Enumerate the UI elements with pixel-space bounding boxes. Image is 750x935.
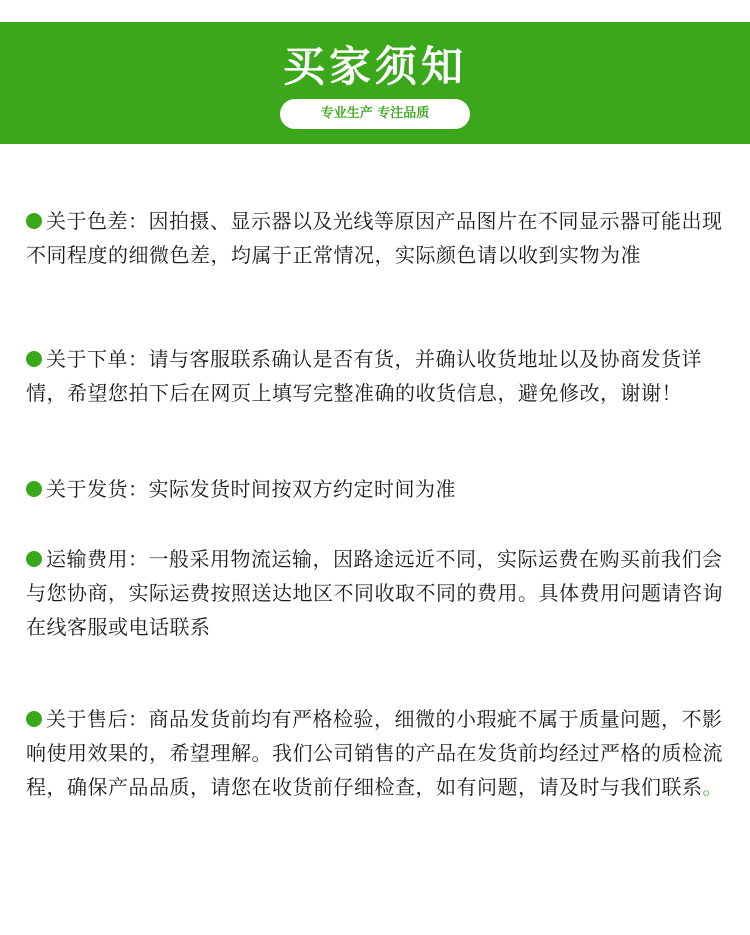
notice-label: 关于色差： [46,209,149,233]
notice-after-sales [26,702,726,804]
notice-shipping [26,472,726,506]
slogan-badge: 专业生产 专注品质 [280,99,470,129]
notice-label: 关于发货： [46,477,149,501]
notice-text: 商品发货前均有严格检验，细微的小瑕疵不属于质量问题，不影响使用效果的，希望理解。我们公司销售的产品在发货前均经过严格的质检流程，确保产品品质，请您在收货前仔细检查，如有问题，请及时与我们联系 [26,707,723,799]
notice-color-difference [26,204,726,272]
notice-text: 实际发货时间按双方约定时间为准 [148,477,456,501]
notice-ordering [26,342,726,410]
green-dot-icon [26,551,42,567]
notice-text: 因拍摄、显示器以及光线等原因产品图片在不同显示器可能出现不同程度的细微色差，均属于正常情况，实际颜色请以收到实物为准 [26,209,723,267]
green-dot-icon [26,351,42,367]
notice-label: 关于售后： [46,707,149,731]
notice-text: 一般采用物流运输，因路途远近不同，实际运费在购买前我们会与您协商，实际运费按照送达地区不同收取不同的费用。具体费用问题请咨询在线客服或电话联系 [26,547,723,639]
page-title: 买家须知 [282,42,467,91]
notice-text: 请与客服联系确认是否有货，并确认收货地址以及协商发货详情，希望您拍下后在网页上填写完整准确的收货信息，避免修改，谢谢！ [26,347,702,405]
green-dot-icon [26,711,42,727]
notice-tail: 。 [702,775,723,799]
notice-freight [26,542,726,644]
green-dot-icon [26,213,42,229]
green-dot-icon [26,481,42,497]
notice-label: 关于下单： [46,347,149,371]
header-banner [0,22,750,144]
notice-label: 运输费用： [46,547,149,571]
